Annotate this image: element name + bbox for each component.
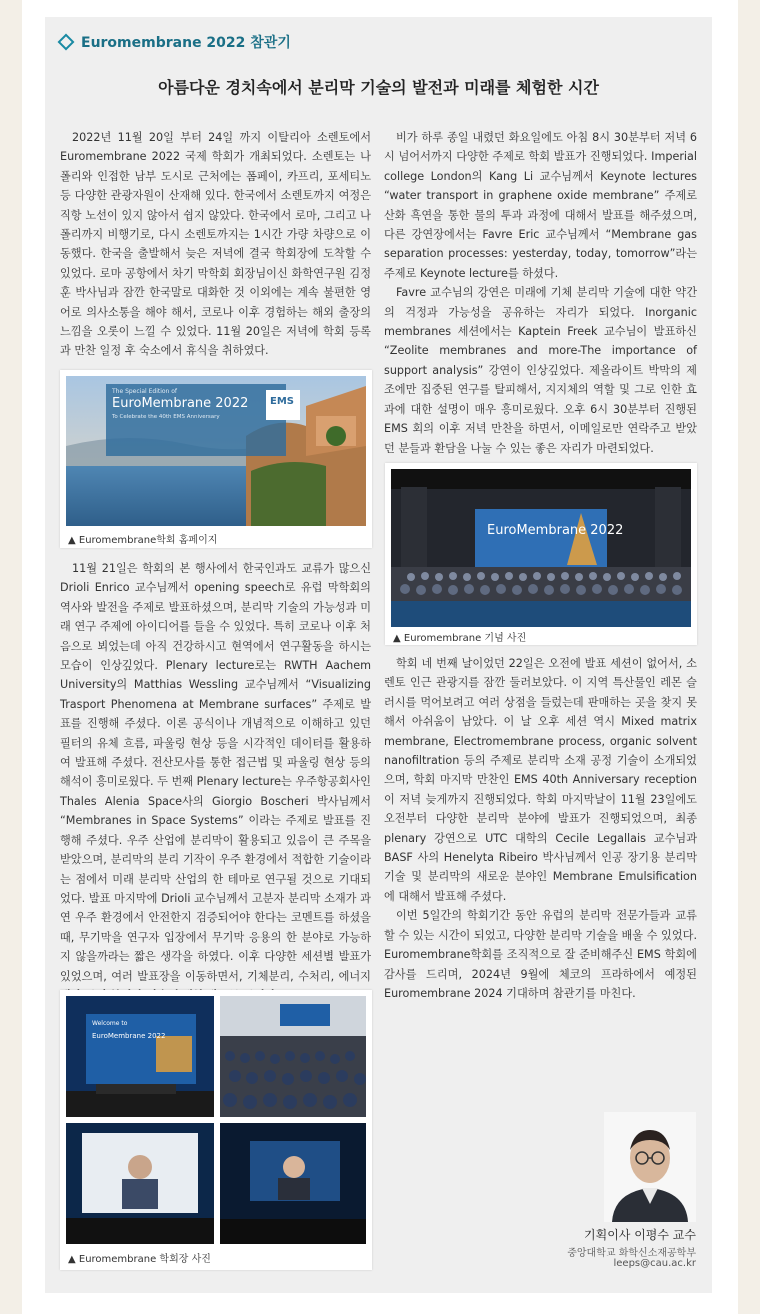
figure-venue — [60, 990, 372, 1270]
author-affiliation: 중앙대학교 화학신소재공학부 — [567, 1248, 696, 1259]
section-label: Euromembrane 2022 참관기 — [81, 35, 291, 51]
venue-photo-1 — [66, 996, 214, 1117]
article-title: 아름다운 경치속에서 분리막 기술의 발전과 미래를 체험한 시간 — [158, 78, 599, 97]
welcome-screen-illustration — [66, 996, 214, 1117]
figure-caption: ▲ Euromembrane 학회장 사진 — [68, 1254, 211, 1265]
banner-sub: To Celebrate the 40th EMS Anniversary — [112, 414, 220, 420]
section-header — [60, 30, 291, 54]
homepage-image — [66, 376, 366, 526]
remote-speaker-illustration — [220, 1123, 366, 1244]
banner-title: EuroMembrane 2022 — [112, 396, 249, 411]
stage-screen-text: EuroMembrane 2022 — [487, 523, 624, 538]
banner-subtitle-small: The Special Edition of — [112, 388, 178, 395]
right-column-bottom — [384, 654, 697, 1003]
group-photo — [391, 469, 691, 627]
venue-photo-2 — [220, 996, 366, 1117]
diamond-icon — [58, 34, 75, 51]
left-column-top — [60, 128, 371, 361]
figure-caption: ▲ Euromembrane 기념 사진 — [393, 633, 527, 644]
paragraph: 학회 네 번째 날이었던 22일은 오전에 발표 세션이 없어서, 소렌토 인근 관광지를 잠깐 둘러보았다. 이 지역 특산물인 레몬 슬러시를 먹어보려고 여러 상점을 들렀는데 판매하는 곳을 찾지 못해서 아쉬움이 남았다. 이 날 오후 세션 역시 Mixed matrix membrane, Electromembrane process, organic solvent nanofiltration 등의 주제로 분리막 소재 공정 기술이 소개되었으며, 학회 마지막 만찬인 EMS 40th Anniversary reception이 저녁 늦게까지 진행되었다. 학회 마지막날이 11월 23일에도 오전부터 다양한 분리막 분야에 발표가 진행되었으며, 최종 plenary 강연으로 UTC 대학의 Cecile Legallais 교수님과 BASF 사의 Henelyta Ribeiro 박사님께서 인공 장기용 분리막 기술 및 분리막의 새로운 분야인 Membrane Emulsification 에 대해서 발표해 주셨다. — [384, 657, 697, 903]
welcome-brand: EuroMembrane 2022 — [92, 1032, 166, 1040]
author-email[interactable]: leeps@cau.ac.kr — [613, 1258, 696, 1269]
author-name: 기획이사 이평수 교수 — [584, 1228, 696, 1242]
paragraph: 비가 하루 종일 내렸던 화요일에도 아침 8시 30분부터 저녁 6시 넘어서까지 다양한 주제로 학회 발표가 진행되었다. Imperial college London의 Kang Li 교수님께서 Keynote lectures “water transport in graphene oxide membrane” 주제로 산화 흑연을 통한 물의 투과 과정에 대해서 발표를 해주셨으며, 다른 강연장에서는 Favre Eric 교수님께서 “Membrane gas separation processes: yesterday, today, tomorrow”라는 주제로 Keynote lecture를 하셨다. — [384, 131, 697, 280]
author-portrait-illustration — [604, 1112, 696, 1222]
ems-logo: EMS — [270, 396, 294, 407]
audience-illustration — [220, 996, 366, 1117]
paragraph: 11월 21일은 학회의 본 행사에서 한국인과도 교류가 많으신 Drioli Enrico 교수님께서 opening speech로 유럽 막학회의 역사와 발전을 주제로 발표하셨으며, 분리막 기술의 가능성과 미래 연구 주제에 아이디어를 들을 수 있었다. 특히 코로나 이후 처음으로 뵈었는데 아직 건강하시고 현역에서 연구활동을 하시는 모습이 인상깊었다. Plenary lecture로는 RWTH Aachem University의 Matthias Wessling 교수님께서 “Visualizing Trasport Phenomena at Membrane surfaces” 주제로 발표를 진행해 주셨다. 이론 공식이나 개념적으로 이해하고 있던 필터의 유체 흐름, 파울링 현상 등을 시각적인 데이터를 활용하여 발표해 주셨다. 전산모사를 통한 접근법 및 파울링 현상 등의 해석이 흥미로웠다. 두 번째 Plenary lecture는 우주항공회사인 Thales Alenia Space사의 Giorgio Boscheri 박사님께서 “Membranes in Space Systems” 이라는 주제로 발표를 진행해 주셨다. 우주 산업에 분리막이 활용되고 있음이 큰 주목을 받았으며, 분리막의 분리 기작이 우주 환경에서 적합한 기술이라는 점에서 미래 분리막 산업의 한 테마로 연구될 것으로 기대되었다. 발표 마지막에 Drioli 교수님께서 고분자 분리막 소재가 과연 우주 환경에서 안전한지 검증되어야 한다는 코멘트를 하셨을 때, 무기막을 연구자 입장에서 무기막 응용의 한 분야로 가능하지 않을까라는 짧은 생각을 하였다. 이후 다양한 세션별 발표가 있었으며, 여러 발표장을 이동하면서, 기체분리, 수처리, 에너지 — [60, 562, 371, 983]
paragraph: 2022년 11월 20일 부터 24일 까지 이탈리아 소렌토에서 Euromembrane 2022 국제 학회가 개최되었다. 소렌토는 나폴리와 인접한 남부 도시로 근처에는 폼페이, 카프리, 포세티노 등 다양한 관광자원이 산재해 있다. 한국에서 소렌토까지 여정은 직항 노선이 있지 않아서 쉽지 않았다. 한국에서 로마, 그리고 나폴리까지 비행기로, 다시 소렌토까지는 1시간 가량 차량으로 이동했다. 한국을 출발해서 늦은 저녁에 결국 학회장에 도착할 수 있었다. 로마 공항에서 차기 막학회 회장님이신 화학연구원 김정훈 박사님과 잠깐 한국말로 대화한 것 이외에는 계속 불편한 영어로 의사소통을 해야 해서, 코로나 이후 경험하는 해외 출장의 느낌을 오롯이 느낄 수 있었다. 11월 20일은 저녁에 학회 등록과 만찬 일정 후 숙소에서 휴식을 취하였다. — [60, 131, 371, 358]
paragraph: Favre 교수님의 강연은 미래에 기체 분리막 기술에 대한 약간의 걱정과 가능성을 공유하는 자리가 되었다. Inorganic membranes 세션에서는 Kaptein Freek 교수님이 발표하신 “Zeolite membranes and more-The importance of support analysis” 강연이 인상깊었다. 제올라이트 박막의 제조에만 집중된 연구를 탈피해서, 지지체의 역할 및 그로 인한 효과에 대한 설명이 매우 흥미로웠다. 오후 6시 30분부터 진행된 EMS 회의 이후 저녁 만찬을 하면서, 이메일로만 연락주고 받았던 분들과 환담을 나눌 수 있는 좋은 자리가 마련되었다. — [384, 286, 697, 455]
right-column-top — [384, 128, 697, 458]
left-column-bottom — [60, 559, 371, 1005]
group-photo-illustration — [391, 469, 691, 627]
welcome-text: Welcome to — [92, 1020, 128, 1027]
figure-group-photo — [385, 463, 697, 645]
paragraph: 이번 5일간의 학회기간 동안 유럽의 분리막 전문가들과 교류할 수 있는 시간이 되었고, 다양한 분리막 기술을 배울 수 있었다. Euromembrane학회를 조직적으로 잘 준비해주신 EMS 학회에 감사를 드리며, 2024년 9월에 체코의 프라하에서 예정된 Euromembrane 2024 기대하며 참관기를 마친다. — [384, 909, 697, 1000]
speaker-screen-illustration — [66, 1123, 214, 1244]
venue-photo-3 — [66, 1123, 214, 1244]
figure-homepage — [60, 370, 372, 548]
venue-photo-4 — [220, 1123, 366, 1244]
figure-caption: ▲ Euromembrane학회 홈페이지 — [68, 535, 218, 546]
author-photo — [604, 1112, 696, 1222]
